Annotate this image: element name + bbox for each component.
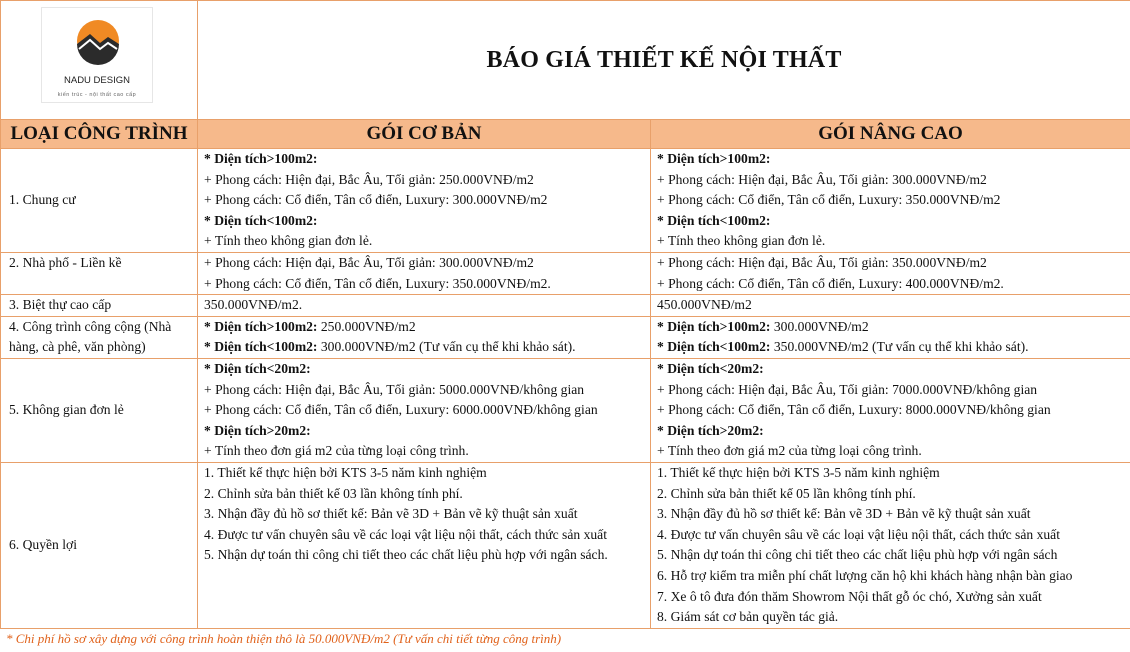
row-type: 3. Biệt thự cao cấp <box>1 295 198 317</box>
list-item: 1. Thiết kế thực hiện bởi KTS 3-5 năm kinh nghiệm <box>204 464 487 480</box>
price-line: + Phong cách: Cổ điển, Tân cổ điển, Luxury: 8000.000VNĐ/không gian <box>657 402 1051 418</box>
price-line: + Tính theo đơn giá m2 của từng loại công trình. <box>657 443 922 459</box>
logo-tagline: kiến trúc - nội thất cao cấp <box>57 92 137 98</box>
price-line: + Tính theo không gian đơn lẻ. <box>657 233 826 249</box>
list-item: 7. Xe ô tô đưa đón thăm Showrom Nội thất gỗ óc chó, Xưởng sản xuất <box>657 588 1042 604</box>
area-heading: * Diện tích<100m2: <box>204 339 318 355</box>
list-item: 5. Nhận dự toán thi công chi tiết theo các chất liệu phù hợp với ngân sách. <box>204 547 608 563</box>
area-heading: * Diện tích>100m2: <box>204 318 318 334</box>
price-line: + Phong cách: Cổ điển, Tân cổ điển, Luxury: 300.000VNĐ/m2 <box>204 192 548 208</box>
price-line: + Phong cách: Hiện đại, Bắc Âu, Tối giản: 350.000VNĐ/m2 <box>657 255 987 270</box>
row-type: 4. Công trình công cộng (Nhà hàng, cà phê, văn phòng) <box>1 316 198 358</box>
price-line: + Phong cách: Cổ điển, Tân cổ điển, Luxury: 350.000VNĐ/m2 <box>657 192 1001 208</box>
table-row-villa <box>1 295 1130 317</box>
area-heading: * Diện tích>100m2: <box>204 151 318 167</box>
table-row-townhouse <box>1 253 1130 295</box>
advanced-cell <box>651 149 1130 253</box>
row-type: 6. Quyền lợi <box>1 462 198 628</box>
list-item: 4. Được tư vấn chuyên sâu về các loại vật liệu nội thất, cách thức sản xuất <box>657 526 1060 542</box>
list-item: 4. Được tư vấn chuyên sâu về các loại vật liệu nội thất, cách thức sản xuất <box>204 526 607 542</box>
price-line: + Phong cách: Hiện đại, Bắc Âu, Tối giản: 300.000VNĐ/m2 <box>657 171 987 187</box>
logo-name: NADU DESIGN <box>64 75 130 86</box>
advanced-cell: 450.000VNĐ/m2 <box>651 295 1130 317</box>
row-type: 1. Chung cư <box>1 149 198 253</box>
area-heading: * Diện tích>100m2: <box>657 151 771 167</box>
table-row-single-space <box>1 358 1130 462</box>
basic-cell <box>198 253 651 295</box>
price-line: + Phong cách: Hiện đại, Bắc Âu, Tối giản: 7000.000VNĐ/không gian <box>657 381 1038 397</box>
list-item: 1. Thiết kế thực hiện bởi KTS 3-5 năm kinh nghiệm <box>657 464 940 480</box>
logo <box>41 7 153 103</box>
price-line: 250.000VNĐ/m2 <box>317 318 416 334</box>
list-item: 6. Hỗ trợ kiểm tra miễn phí chất lượng căn hộ khi khách hàng nhận bàn giao <box>657 567 1073 583</box>
row-type: 5. Không gian đơn lẻ <box>1 358 198 462</box>
basic-cell <box>198 316 651 358</box>
area-heading: * Diện tích<20m2: <box>204 360 311 376</box>
area-heading: * Diện tích>20m2: <box>657 422 764 438</box>
basic-cell: 350.000VNĐ/m2. <box>198 295 651 317</box>
header-col-basic: GÓI CƠ BẢN <box>198 120 651 149</box>
price-line: + Phong cách: Cổ điển, Tân cổ điển, Luxury: 350.000VNĐ/m2. <box>204 275 551 291</box>
page-title: BÁO GIÁ THIẾT KẾ NỘI THẤT <box>198 1 1130 120</box>
table-row-benefits <box>1 462 1130 628</box>
footnote: * Chi phí hồ sơ xây dựng với công trình hoàn thiện thô là 50.000VNĐ/m2 (Tư vấn chi tiết từng công trình) <box>6 631 562 646</box>
row-type: 2. Nhà phố - Liền kề <box>1 253 198 295</box>
area-heading: * Diện tích>20m2: <box>204 422 311 438</box>
list-item: 8. Giám sát cơ bản quyền tác giả. <box>657 609 839 625</box>
price-line: 300.000VNĐ/m2 <box>770 318 869 334</box>
list-item: 2. Chỉnh sửa bản thiết kế 05 lần không tính phí. <box>657 485 916 501</box>
nadu-logo-icon <box>42 8 154 70</box>
price-line: + Tính theo không gian đơn lẻ. <box>204 233 373 249</box>
table-row-apartment <box>1 149 1130 253</box>
price-line: + Phong cách: Hiện đại, Bắc Âu, Tối giản: 300.000VNĐ/m2 <box>204 255 534 270</box>
header-row <box>1 120 1130 149</box>
table-row-public <box>1 316 1130 358</box>
area-heading: * Diện tích<100m2: <box>657 339 771 355</box>
price-line: + Phong cách: Cổ điển, Tân cổ điển, Luxury: 400.000VNĐ/m2. <box>657 275 1004 291</box>
header-col-advanced: GÓI NÂNG CAO <box>651 120 1130 149</box>
price-line: 300.000VNĐ/m2 (Tư vấn cụ thể khi khảo sát). <box>317 339 576 355</box>
price-line: + Tính theo đơn giá m2 của từng loại công trình. <box>204 443 469 459</box>
price-line: + Phong cách: Cổ điển, Tân cổ điển, Luxury: 6000.000VNĐ/không gian <box>204 402 598 418</box>
header-col-type: LOẠI CÔNG TRÌNH <box>1 120 198 149</box>
list-item: 3. Nhận đầy đủ hồ sơ thiết kế: Bản vẽ 3D + Bản vẽ kỹ thuật sản xuất <box>657 506 1031 522</box>
basic-cell <box>198 149 651 253</box>
advanced-cell <box>651 316 1130 358</box>
area-heading: * Diện tích>100m2: <box>657 318 771 334</box>
basic-cell <box>198 358 651 462</box>
list-item: 3. Nhận đầy đủ hồ sơ thiết kế: Bản vẽ 3D + Bản vẽ kỹ thuật sản xuất <box>204 506 578 522</box>
list-item: 2. Chỉnh sửa bản thiết kế 03 lần không tính phí. <box>204 485 463 501</box>
area-heading: * Diện tích<20m2: <box>657 360 764 376</box>
price-line: + Phong cách: Hiện đại, Bắc Âu, Tối giản: 5000.000VNĐ/không gian <box>204 381 585 397</box>
area-heading: * Diện tích<100m2: <box>657 212 771 228</box>
list-item: 5. Nhận dự toán thi công chi tiết theo các chất liệu phù hợp với ngân sách <box>657 547 1058 563</box>
basic-cell <box>198 462 651 628</box>
advanced-cell <box>651 462 1130 628</box>
advanced-cell <box>651 253 1130 295</box>
logo-cell <box>1 1 198 120</box>
price-line: + Phong cách: Hiện đại, Bắc Âu, Tối giản: 250.000VNĐ/m2 <box>204 171 534 187</box>
advanced-cell <box>651 358 1130 462</box>
price-line: 350.000VNĐ/m2 (Tư vấn cụ thể khi khảo sát). <box>770 339 1029 355</box>
area-heading: * Diện tích<100m2: <box>204 212 318 228</box>
